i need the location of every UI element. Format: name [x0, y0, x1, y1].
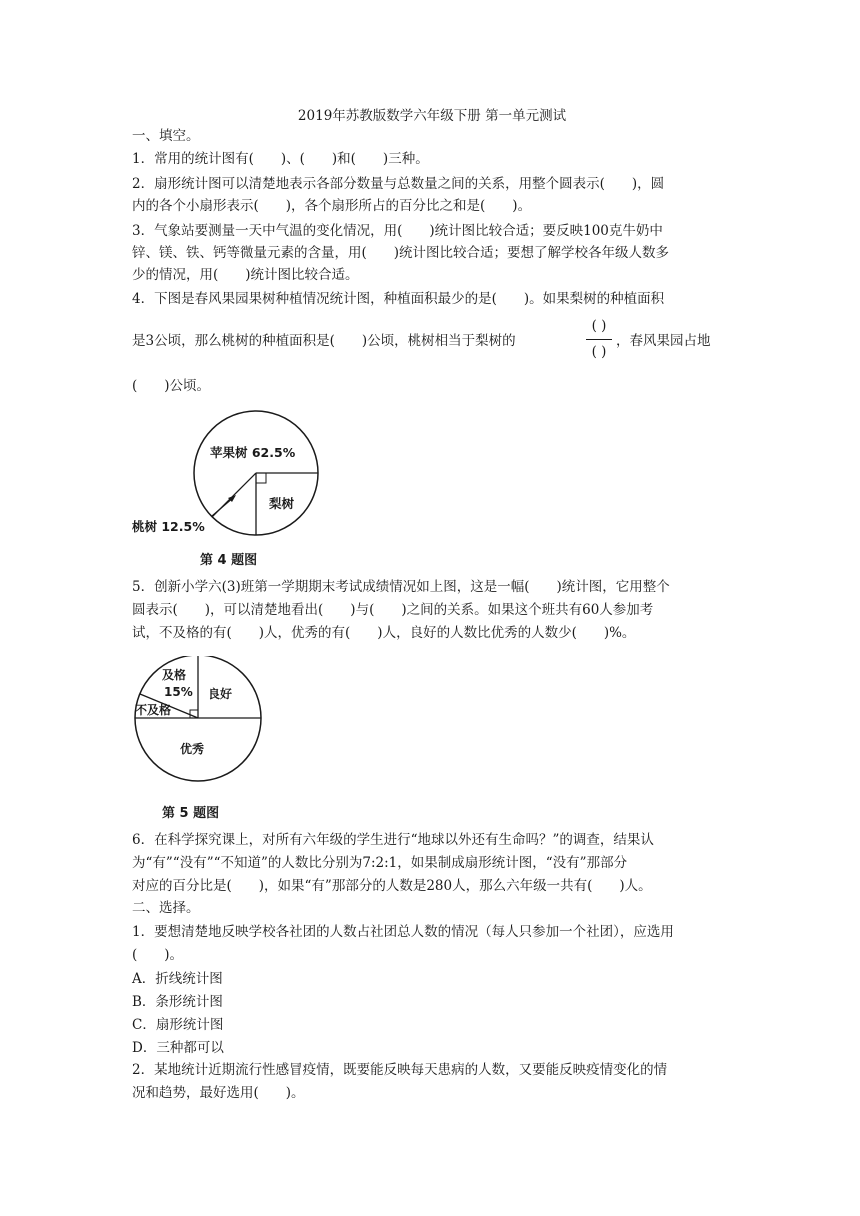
question-1-2-line2: 内的各个小扇形表示( )，各个扇形所占的百分比之和是( )。 — [132, 198, 532, 214]
label-apple: 苹果树 62.5% — [210, 445, 296, 460]
question-1-3-line3: 少的情况，用( )统计图比较合适。 — [132, 267, 359, 283]
question-2-2-line1: 2．某地统计近期流行性感冒疫情，既要能反映每天患病的人数，又要能反映疫情变化的情 — [132, 1062, 668, 1078]
question-1-6-line2: 为“有”“没有”“不知道”的人数比分别为7:2:1，如果制成扇形统计图，“没有”那部分 — [132, 855, 628, 871]
question-1-2-line1: 2．扇形统计图可以清楚地表示各部分数量与总数量之间的关系，用整个圆表示( )，圆 — [132, 176, 665, 192]
fraction-denominator: ( ) — [591, 344, 607, 360]
question-1-5-line1: 5．创新小学六(3)班第一学期期末考试成绩情况如上图，这是一幅( )统计图，它用整个 — [132, 579, 670, 595]
figure-4 — [132, 403, 332, 583]
fraction-numerator: ( ) — [591, 318, 607, 334]
question-1-4-line1: 4．下图是春风果园果树种植情况统计图，种植面积最少的是( )。如果梨树的种植面积 — [132, 291, 665, 307]
label-fail: 不及格 — [135, 703, 172, 717]
label-pear: 梨树 — [269, 496, 295, 511]
pie-chart-orchard — [132, 403, 332, 553]
label-pass: 及格 — [162, 668, 187, 682]
option-b: B．条形统计图 — [132, 994, 223, 1010]
label-excellent: 优秀 — [180, 742, 205, 756]
option-c: C．扇形统计图 — [132, 1017, 224, 1033]
label-pass-percent: 15% — [164, 685, 193, 699]
question-1-4-line2 — [132, 331, 516, 351]
figure-5 — [132, 656, 332, 826]
question-1-1: 1．常用的统计图有( )、( )和( )三种。 — [132, 151, 429, 167]
page-title: 2019年苏教版数学六年级下册 第一单元测试 — [297, 108, 567, 124]
figure-5-caption: 第 5 题图 — [162, 806, 220, 821]
question-1-6-line1: 6．在科学探究课上，对所有六年级的学生进行“地球以外还有生命吗？”的调查，结果认 — [132, 832, 654, 848]
question-1-4-line2-pre: 是3公顷，那么桃树的种植面积是( )公顷，桃树相当于梨树的 — [132, 333, 516, 349]
question-1-3-line1: 3．气象站要测量一天中气温的变化情况，用( )统计图比较合适；要反映100克牛奶中 — [132, 223, 663, 239]
label-peach: 桃树 12.5% — [132, 519, 205, 534]
right-angle-mark — [256, 473, 266, 483]
pie-chart-scores — [132, 656, 272, 791]
option-a: A．折线统计图 — [132, 971, 223, 987]
question-1-5-line3: 试，不及格的有( )人，优秀的有( )人，良好的人数比优秀的人数少( )%。 — [132, 625, 636, 641]
figure-4-caption: 第 4 题图 — [200, 553, 258, 568]
question-1-5-line2: 圆表示( )，可以清楚地看出( )与( )之间的关系。如果这个班共有60人参加考 — [132, 602, 654, 618]
question-2-2-line2: 况和趋势，最好选用( )。 — [132, 1085, 305, 1101]
question-1-3-line2: 锌、镁、铁、钙等微量元素的含量，用( )统计图比较合适；要想了解学校各年级人数多 — [132, 245, 670, 261]
question-1-4-line3: ( )公顷。 — [132, 378, 211, 394]
question-2-1-line2: ( )。 — [132, 947, 184, 963]
fraction-bar — [586, 339, 612, 340]
fraction-blank — [584, 314, 614, 364]
option-d: D．三种都可以 — [132, 1040, 224, 1056]
question-1-6-line3: 对应的百分比是( )，如果“有”那部分的人数是280人，那么六年级一共有( )人。 — [132, 878, 652, 894]
question-1-4-line2-post: ，春风果园占地 — [616, 333, 711, 349]
question-2-1-line1: 1．要想清楚地反映学校各社团的人数占社团总人数的情况（每人只参加一个社团），应选用 — [132, 924, 674, 940]
label-good: 良好 — [208, 687, 233, 701]
section1-heading: 一、填空。 — [132, 128, 200, 144]
section2-heading: 二、选择。 — [132, 900, 200, 916]
